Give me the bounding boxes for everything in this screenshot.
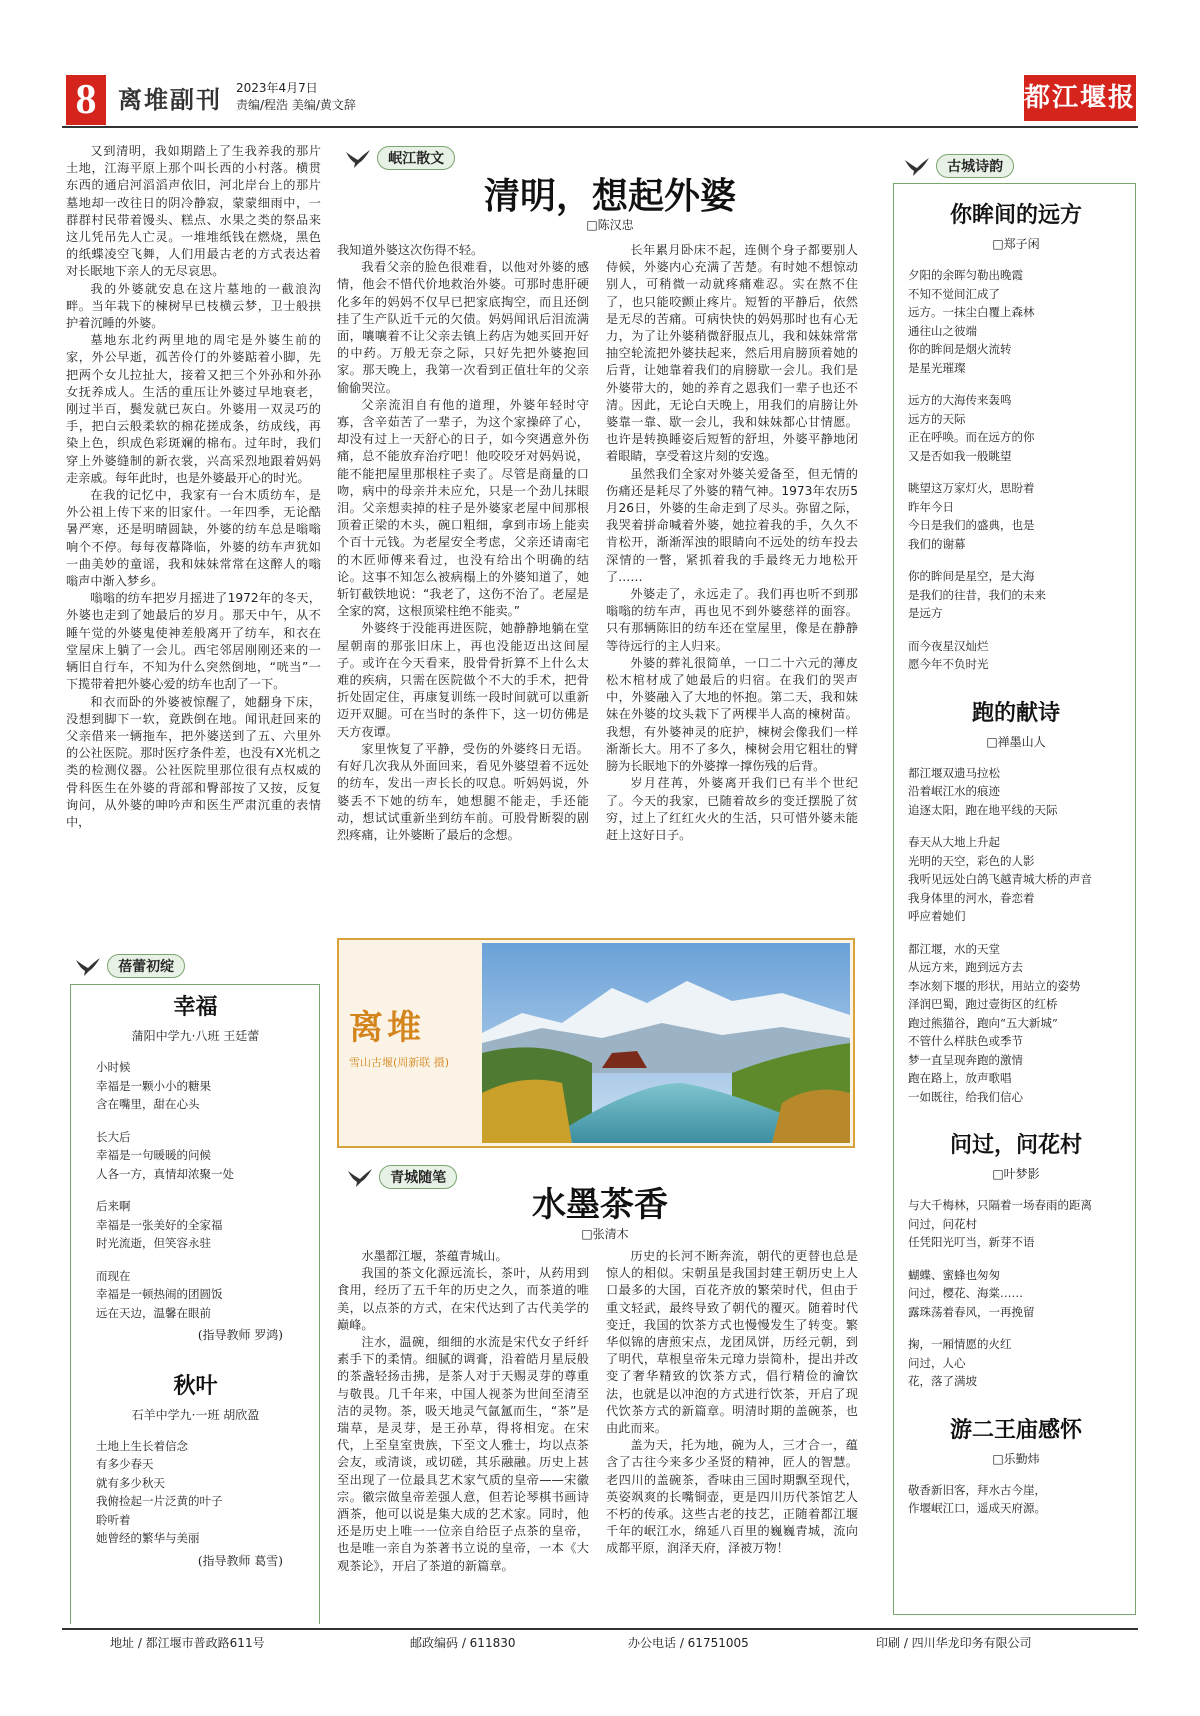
youth-column-tag (74, 954, 185, 978)
poem-body (78, 1058, 313, 1345)
main-article-col2 (606, 242, 858, 872)
poem-line: 幸福是一颗小小的糖果 (96, 1078, 211, 1093)
poem-teacher: (指导教师 葛雪) (197, 1553, 283, 1568)
poem-stanza (908, 637, 1132, 674)
poem-line: 敬香新旧客，拜水古今崖， (908, 1482, 1046, 1497)
poem-stanza (908, 1266, 1132, 1322)
poem-line: 追逐太阳，跑在地平线的天际 (908, 802, 1058, 817)
poem-line: 我俯捡起一片泛黄的叶子 (96, 1494, 223, 1508)
paragraph: 我知道外婆这次伤得不轻。 (337, 243, 484, 257)
poem-line: 都江堰双遗马拉松 (908, 765, 1000, 780)
paragraph: 我看父亲的脸色很难看，以他对外婆的感情，他会不惜代价地救治外婆。可那时患肝硬化多年的妈妈不仅早已把家底掏空，而且还倒挂了生产队近千元的欠债。妈妈闻讯后泪流满面，嚷嚷着不让父亲去镇上药店为她买回开好的中药。万般无奈之际，只好先把外婆抱回家。那天晚上，我第一次看到正值壮年的父亲偷偷哭泣。 (337, 260, 589, 395)
poem-author: 蒲阳中学九·八班 王廷蕾 (131, 1029, 260, 1043)
paragraph: 嗡嗡的纺车把岁月摇进了1972年的冬天，外婆也走到了她最后的岁月。那天中午，从不睡午觉的外婆鬼使神差般离开了纺车，和衣在堂屋床上躺了一会儿。西宅邻居刚刚还来的一辆旧自行车，不知为什么突然倒地，“咣当”一下揽带着把外婆心爱的纺车也刮了一下。 (66, 591, 321, 692)
poem-stanza (908, 764, 1132, 820)
column-tag-qingcheng: 青城随笔 (379, 1165, 457, 1189)
poem-stanza (96, 1437, 313, 1548)
paragraph: 水墨都江堰，茶蕴青城山。 (361, 1249, 508, 1263)
poem-author: □禅墨山人 (986, 734, 1046, 749)
poem-block (900, 198, 1132, 674)
poem-line: 愿今年不负时光 (908, 657, 989, 671)
poem-line: 眺望这万家灯火，思盼着 (908, 481, 1035, 495)
poem-body (900, 764, 1132, 1107)
paragraph: 长年累月卧床不起，连侧个身子都要别人侍候，外婆内心充满了苦楚。有时她不想惊动别人，可稍微一动就疼痛难忍。实在熬不住了，也只能咬颤止疼片。短暂的平静后，依然是无尽的苦痛。可病快快的妈妈那时也有心无力，为了让外婆稍微舒服点儿，我和妹妹常常抽空轮流把外婆扶起来，然后用肩膀顶着她的后背，让她靠着我们的肩膀歇一会儿。我们是外婆带大的，她的养育之恩我们一辈子也还不清。因此，无论白天晚上，用我们的肩膀让外婆靠一靠、歇一会儿，我和妹妹都心甘情愿。也许是转换睡姿后短暂的舒坦，外婆平静地闭着眼睛，享受着这片刻的安逸。 (606, 243, 858, 464)
poem-line: 沿着岷江水的痕迹 (908, 784, 1000, 798)
poem-line: 远在天边，温馨在眼前 (96, 1305, 211, 1320)
paragraph: 父亲流泪自有他的道理，外婆年轻时守寡，含辛茹苦了一辈子，为这个家操碎了心，却没有过上一天舒心的日子，如今突遇意外伤痛，总不能放弃治疗吧！他咬咬牙对妈妈说，能不能把屋里那根柱子卖了。尽管是商量的口吻，病中的母亲并未应允，只是一个劲儿抹眼泪。父亲想卖掉的柱子是外婆家老屋中间那根顶着正梁的木头，碗口粗细，拿到市场上能卖个百十元钱。为老屋安全考虑，父亲还请南宅的木匠师傅来看过，也没有给出个明确的结论。这事不知怎么被病榻上的外婆知道了，她斩钉截铁地说：“我老了，这伤不治了。老屋是全家的窝，这根顶梁柱绝不能卖。” (337, 397, 589, 619)
poem-line: 光明的天空，彩色的人影 (908, 853, 1035, 868)
tea-article-col1 (337, 1248, 589, 1618)
poem-line: 小时候 (96, 1060, 131, 1074)
swallow-icon (344, 148, 372, 170)
poem-title: 幸福 (173, 994, 218, 1020)
poem-line: 呼应着她们 (908, 909, 966, 923)
poem-stanza (96, 1058, 313, 1114)
poem-line: 远方的大海传来轰鸣 (908, 393, 1012, 407)
poem-line: 远方。一抹尘白覆上森林 (908, 305, 1035, 319)
photo-caption: 雪山古堰(周新联 摄) (349, 1056, 450, 1069)
newspaper-masthead: 都江堰报 (1024, 75, 1136, 121)
poem-line: 泽润巴蜀，跑过壹街区的红桥 (908, 997, 1058, 1011)
poem-line: 与大千梅林，只隔着一场春雨的距离 (908, 1198, 1092, 1212)
poem-block (900, 1128, 1132, 1391)
poem-line: 是我们的往昔，我们的未来 (908, 587, 1046, 602)
paragraph: 历史的长河不断奔流，朝代的更替也总是惊人的相似。宋朝虽是我国封建王朝历史上人口最多的大国，百花齐放的繁荣时代，但由于重文轻武，最终导致了朝代的覆灭。随着时代变迁，我国的饮茶方式也慢慢发生了转变。繁华似锦的唐煎宋点，龙团凤饼，历经元朝，到了明代，草根皇帝朱元璋力崇简朴，提出并改变了奢华精致的饮茶方式，倡行精俭的瀹饮法，也就是以冲泡的方式进行饮茶，开启了现代饮茶方式的新篇章。明清时期的盖碗茶，也由此而来。 (606, 1249, 858, 1436)
featured-photo-frame (337, 938, 855, 1148)
poem-line: 又是否如我一般眺望 (908, 448, 1012, 463)
poem-line: 今日是我们的盛典，也是 (908, 518, 1035, 532)
paragraph: 和衣而卧的外婆被惊醒了，她翻身下床，没想到脚下一软，竟跌倒在地。闻讯赶回来的父亲借来一辆拖车，把外婆送到了五、六里外的公社医院。那时医疗条件差，也没有X光机之类的检测仪器。公社医院里那位很有点权威的骨科医生在外婆的背部和臀部按了又按，反复询问，从外婆的呻吟声和医生严肃沉重的表情中， (66, 694, 321, 829)
poem-author: □郑子闲 (992, 237, 1040, 251)
poem-line: 问过，人心 (908, 1355, 966, 1370)
poem-stanza (908, 1481, 1132, 1518)
poem-title: 秋叶 (173, 1372, 218, 1399)
footer-divider (62, 1628, 1138, 1630)
poem-line: 含在嘴里，甜在心头 (96, 1097, 200, 1111)
column-tag-minjiang: 岷江散文 (377, 146, 455, 170)
poem-line: 从远方来，跑到远方去 (908, 960, 1023, 974)
poem-stanza (908, 266, 1132, 377)
left-article-text (66, 143, 321, 943)
poem-body (78, 1437, 313, 1571)
poem-author: □乐勤炜 (992, 1451, 1040, 1466)
footer-postcode: 邮政编码 / 611830 (410, 1636, 516, 1650)
tea-article-col2 (606, 1248, 858, 1618)
poem-block (900, 696, 1132, 1107)
poem-title: 你眸间的远方 (949, 202, 1082, 228)
tea-article-author: □张清木 (581, 1227, 629, 1241)
poem-stanza (908, 1196, 1132, 1252)
page-number: 8 (66, 75, 106, 125)
footer-address: 地址 / 都江堰市普政路611号 (110, 1636, 265, 1650)
poem-body (900, 266, 1132, 674)
poem-body (900, 1481, 1132, 1518)
poem-line: 掬，一厢情愿的火红 (908, 1337, 1012, 1351)
poem-block (78, 1369, 313, 1571)
footer-phone: 办公电话 / 61751005 (628, 1636, 749, 1650)
poem-line: 远方的天际 (908, 411, 966, 426)
poem-line: 问过，问花村 (908, 1216, 977, 1231)
poem-line: 幸福是一句暖暖的问候 (96, 1148, 211, 1162)
poem-line: 人各一方，真情却浓聚一处 (96, 1166, 234, 1181)
section-title: 离堆副刊 (118, 86, 222, 114)
poem-author: 石羊中学九·一班 胡欣盈 (131, 1407, 260, 1422)
poem-line: 任凭阳光叮当，新芽不语 (908, 1235, 1035, 1249)
poem-author: □叶梦影 (992, 1167, 1040, 1181)
poem-line: 一如既往，给我们信心 (908, 1089, 1023, 1104)
poem-stanza (908, 391, 1132, 465)
swallow-icon (903, 156, 931, 178)
poem-line: 长大后 (96, 1129, 131, 1144)
paragraph: 外婆终于没能再进医院，她静静地躺在堂屋朝南的那张旧床上，再也没能迈出这间屋子。或许在今天看来，股骨骨折算不上什么太难的疾病，只需在医院做个不大的手术，把骨折处固定住，再康复训练一段时间就可以重新迈开双腿。可在当时的条件下，这一切仿佛是天方夜谭。 (337, 621, 589, 739)
editor-credits: 责编/程浩 美编/黄文辞 (236, 98, 356, 112)
poem-stanza (908, 940, 1132, 1107)
tea-article-column-tag (346, 1165, 457, 1189)
poem-block (900, 1413, 1132, 1518)
paragraph: 家里恢复了平静，受伤的外婆终日无语。有好几次我从外面回来，看见外婆望着不远处的纺车，发出一声长长的叹息。听妈妈说，外婆丢不下她的纺车，她想腿不能走，手还能动，想试试重新坐到纺车前。可股骨断裂的剧烈疼痛，让外婆断了最后的念想。 (337, 741, 589, 842)
poem-stanza (96, 1267, 313, 1323)
poem-line: 不知不觉间汇成了 (908, 286, 1000, 301)
poem-line: 春天从大地上升起 (908, 835, 1000, 849)
column-tag-beilei: 蓓蕾初绽 (107, 954, 185, 978)
poem-line: 我身体里的河水，眷恋着 (908, 890, 1035, 905)
column-tag-gucheng: 古城诗韵 (936, 154, 1014, 178)
poem-title: 游二王庙感怀 (949, 1416, 1082, 1443)
tea-article-title: 水墨茶香 (532, 1185, 668, 1225)
photo-label: 离堆 (349, 1008, 425, 1048)
poem-line: 是星光璀璨 (908, 360, 966, 375)
poem-line: 蝴蝶、蜜蜂也匆匆 (908, 1267, 1000, 1282)
poem-line: 正在呼唤。而在远方的你 (908, 430, 1035, 444)
main-article-col1 (337, 242, 589, 872)
poem-line: 跑过熊猫谷，跑向“五大新城” (908, 1015, 1058, 1030)
poem-line: 昨年今日 (908, 499, 954, 514)
poem-line: 通往山之彼端 (908, 323, 977, 338)
poem-line: 你的眸间是星空，是大海 (908, 569, 1035, 583)
poem-line: 就有多少秋天 (96, 1475, 165, 1490)
poem-line: 后来啊 (96, 1199, 131, 1213)
poem-line: 是远方 (908, 606, 943, 620)
swallow-icon (346, 1167, 374, 1189)
poem-line: 花，落了满坡 (908, 1374, 977, 1388)
poetry-column-tag (903, 154, 1014, 178)
poem-line: 我们的谢幕 (908, 536, 966, 551)
poem-title: 问过，问花村 (949, 1132, 1082, 1158)
issue-date: 2023年4月7日 (236, 81, 318, 95)
paragraph: 墓地东北约两里地的周宅是外婆生前的家，外公早逝，孤苦伶仃的外婆踮着小脚，先把两个女儿拉扯大，接着又把三个外孙和外孙女抚养成人。生活的重压让外婆过早地衰老，刚过半百，鬓发就已灰白。外婆用一双灵巧的手，把白云般柔软的棉花搓成条，纺成线，再染上色，织成色彩斑斓的棉布。过年时，我们穿上外婆缝制的新衣裳，兴高采烈地跟着妈妈走亲戚。每年此时，也是外婆最开心的时光。 (66, 333, 321, 485)
paragraph: 又到清明，我如期踏上了生我养我的那片土地，江海平原上那个叫长西的小村落。横贯东西的通启河滔滔声依旧，河北岸台上的那片墓地却一改往日的阴冷静寂，蒙蒙细雨中，一群群村民带着馒头、糕点、水果之类的祭品来这儿凭吊先人亡灵。一堆堆纸钱在燃烧，黑色的纸蝶凌空飞舞，人们用最古老的方式表达着对长眠地下亲人的无尽哀思。 (66, 144, 321, 279)
main-article-title: 清明，想起外婆 (483, 175, 736, 217)
poem-line: 都江堰，水的天堂 (908, 941, 1000, 956)
poem-body (900, 1196, 1132, 1391)
poem-line: 不管什么样肤色或季节 (908, 1034, 1023, 1048)
poem-line: 露珠荡着春风，一再挽留 (908, 1304, 1035, 1319)
footer-printer: 印刷 / 四川华龙印务有限公司 (876, 1636, 1032, 1650)
main-article-column-tag (344, 146, 455, 170)
paragraph: 外婆走了，永远走了。我们再也听不到那嗡嗡的纺车声，再也见不到外婆慈祥的面容。只有那辆陈旧的纺车还在堂屋里，像是在静静等待远行的主人归来。 (606, 587, 858, 653)
paragraph: 我的外婆就安息在这片墓地的一截浪沟畔。当年栽下的楝树早已枝横云梦，卫士般拱护着沉睡的外婆。 (66, 281, 321, 331)
poem-stanza (908, 833, 1132, 926)
youth-poems (78, 990, 313, 1620)
poem-line: 梦一直呈现奔跑的激情 (908, 1052, 1023, 1067)
poem-stanza (96, 1128, 313, 1184)
poem-line: 跑在路上，放声歌唱 (908, 1071, 1012, 1085)
paragraph: 盖为天，托为地，碗为人，三才合一，蕴含了古往今来多少圣贤的精神，匠人的智慧。老四川的盖碗茶，香味由三国时期飘至现代，英姿飒爽的长嘴铜壶，更是四川历代茶馆艺人不朽的传承。这些古老的技艺，正随着都江堰千年的岷江水，绵延八百里的巍巍青城，流向成都平原，润泽天府，泽被万物！ (606, 1438, 858, 1556)
poem-line: 我听见远处白鸽飞越青城大桥的声音 (908, 872, 1092, 886)
poem-line: 你的眸间是烟火流转 (908, 342, 1012, 356)
landscape-photo (482, 943, 850, 1143)
poem-block (78, 990, 313, 1345)
poem-stanza (908, 567, 1132, 623)
poem-stanza (96, 1197, 313, 1253)
paragraph: 外婆的葬礼很简单，一口二十六元的薄皮松木棺材成了她最后的归宿。在我们的哭声中，外婆融入了大地的怀抱。第二天，我和妹妹在外婆的坟头栽下了两棵半人高的楝树苗。我想，有外婆神灵的庇护，楝树会像我们一样渐渐长大。用不了多久，楝树会用它粗壮的臂膀为长眠地下的外婆撑一撑伤残的后背。 (606, 655, 858, 774)
paragraph: 我国的茶文化源远流长，茶叶，从药用到食用，经历了五千年的历史之久，而茶道的唯美，以点茶的方式，在宋代达到了古代美学的巅峰。 (337, 1266, 589, 1332)
paragraph: 岁月荏苒，外婆离开我们已有半个世纪了。今天的我家，已随着故乡的变迁摆脱了贫穷，过上了红红火火的生活，只可惜外婆未能赶上这好日子。 (606, 776, 858, 842)
paragraph: 注水，温碗，细细的水流是宋代女子纤纤素手下的柔情。细腻的调膏，沿着皓月星辰般的茶盏轻扬击拂，是茶人对于天赐灵芽的尊重与敬畏。几千年来，中国人视茶为世间至清至洁的灵物。茶，吸天地灵气氤氲而生，“茶”是瑞草，是灵芽，是王孙草，得将相宠。在宋代，上至皇室贵族，下至文人雅士，均以点茶会友，或清谈，或切磋，其乐融融。历史上甚至出现了一位最具艺术家气质的皇帝——宋徽宗。徽宗做皇帝差强人意，但若论琴棋书画诗酒茶，他可以说是集大成的艺术家。同时，他还是历史上唯一一位亲自给臣子点茶的皇帝，也是唯一亲自为茶著书立说的皇帝，一本《大观茶论》，开启了茶道的新篇章。 (337, 1335, 589, 1573)
poem-line: 作堰岷江口，遥成天府源。 (908, 1501, 1046, 1515)
main-article-author: □陈汉忠 (586, 218, 634, 232)
poem-title: 跑的献诗 (971, 699, 1060, 726)
poem-line: 土地上生长着信念 (96, 1438, 188, 1453)
poem-line: 时光流逝，但笑容永驻 (96, 1236, 211, 1250)
poem-line: 幸福是一张美好的全家福 (96, 1217, 223, 1232)
poem-line: 而现在 (96, 1268, 131, 1283)
poem-stanza (908, 479, 1132, 553)
header-divider (62, 126, 1138, 128)
poem-line: 夕阳的余晖匀勒出晚霞 (908, 268, 1023, 282)
poem-line: 幸福是一顿热闹的团圆饭 (96, 1287, 223, 1301)
poem-line: 问过，樱花、海棠…… (908, 1286, 1023, 1300)
poem-teacher: (指导教师 罗鸿) (197, 1328, 283, 1342)
poem-line: 聆听着 (96, 1512, 131, 1527)
poem-stanza (908, 1335, 1132, 1391)
paragraph: 虽然我们全家对外婆关爱备至，但无情的伤痛还是耗尽了外婆的精气神。1973年农历5月26日，外婆的生命走到了尽头。弥留之际，我哭着拼命喊着外婆，她拉着我的手，久久不肯松开，渐渐浑浊的眼睛向不远处的纺车投去深情的一瞥，紧抓着我的手最终无力地松开了…… (606, 466, 858, 584)
paragraph: 在我的记忆中，我家有一台木质纺车，是外公祖上传下来的旧家什。一年四季，无论酷暑严寒，还是明晴圆缺，外婆的纺车总是嗡嗡响个不停。每每夜幕降临，外婆的纺车声犹如一曲美妙的童谣，我和妹妹常常在这醉人的嗡嗡声中渐入梦乡。 (66, 488, 321, 589)
poem-line: 李冰刻下堰的形状，用站立的姿势 (908, 978, 1081, 993)
swallow-icon (74, 956, 102, 978)
poem-line: 她曾经的繁华与美丽 (96, 1531, 200, 1545)
poem-line: 有多少春天 (96, 1457, 154, 1471)
poem-line: 而今夜星汉灿烂 (908, 638, 989, 653)
right-poems (900, 198, 1132, 1608)
